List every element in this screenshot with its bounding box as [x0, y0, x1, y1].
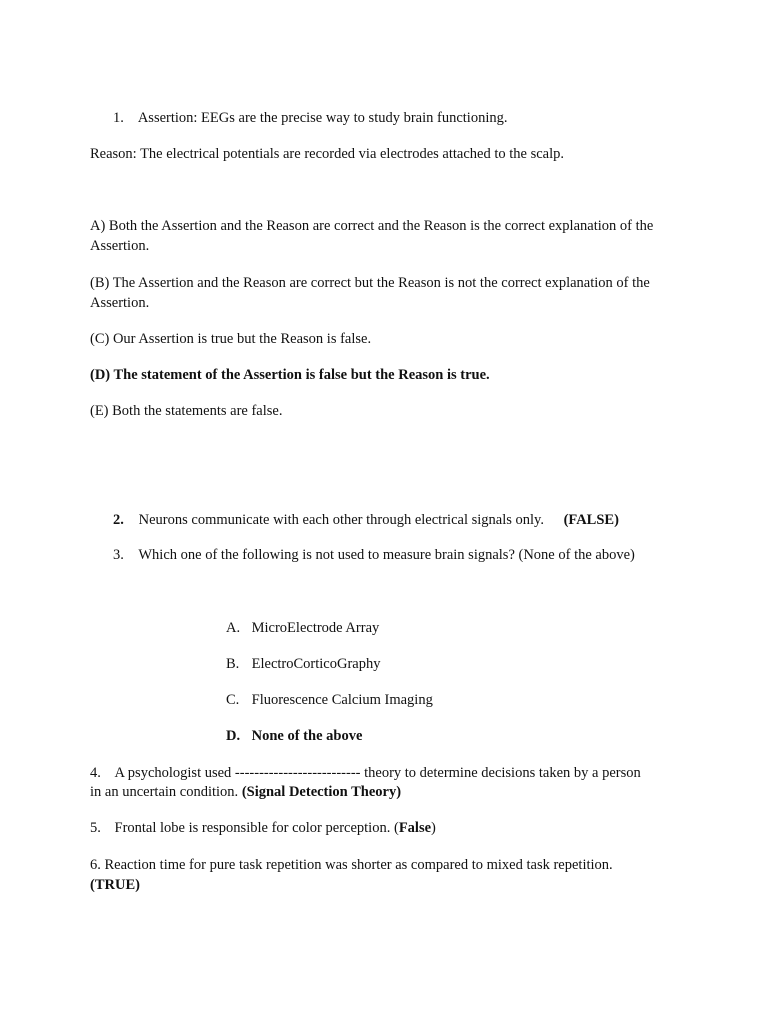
option-d-answer: (D) The statement of the Assertion is false but the Reason is true. — [90, 367, 490, 383]
answer-label: (FALSE) — [563, 512, 619, 528]
option-a: A) Both the Assertion and the Reason are correct and the Reason is the correct explanation of the Assertion. — [90, 218, 654, 254]
question-5 — [90, 818, 436, 838]
q3-option-c — [226, 690, 433, 710]
option-letter: B. — [226, 656, 240, 672]
answer-open: ( — [393, 820, 399, 836]
option-e: (E) Both the statements are false. — [90, 403, 283, 419]
q3-option-b — [226, 654, 380, 674]
q3-option-a — [226, 618, 379, 638]
option-text: None of the above — [251, 728, 363, 744]
answer-label: (Signal Detection Theory) — [241, 784, 402, 800]
answer-label: False — [398, 820, 432, 836]
question-number: 4. — [90, 765, 101, 781]
question-text: Which one of the following is not used to measure brain signals? (None of the above) — [138, 547, 635, 563]
question-number: 2. — [113, 512, 124, 528]
assertion-text: Assertion: EEGs are the precise way to study brain functioning. — [137, 110, 508, 126]
answer-close: ) — [431, 820, 436, 836]
question-number: 5. — [90, 820, 101, 836]
option-letter: D. — [226, 728, 241, 744]
question-4-cont — [90, 782, 401, 802]
option-text: ElectroCorticoGraphy — [251, 656, 381, 672]
option-letter: A. — [226, 620, 241, 636]
question-6: 6. Reaction time for pure task repetition was shorter as compared to mixed task repetition. — [90, 857, 613, 873]
question-text: Frontal lobe is responsible for color perception. — [114, 820, 391, 836]
question-text-cont: in an uncertain condition. — [90, 784, 239, 800]
option-text: Fluorescence Calcium Imaging — [251, 692, 433, 708]
question-2 — [113, 510, 619, 530]
option-b: (B) The Assertion and the Reason are correct but the Reason is not the correct explanation of the Assertion. — [90, 275, 650, 311]
reason-text: Reason: The electrical potentials are recorded via electrodes attached to the scalp. — [90, 146, 564, 162]
option-text: MicroElectrode Array — [251, 620, 380, 636]
question-number: 3. — [113, 547, 124, 563]
question-text: Neurons communicate with each other through electrical signals only. — [138, 512, 544, 528]
q3-option-d-answer — [226, 726, 362, 746]
question-1 — [113, 108, 508, 128]
question-text: A psychologist used -------------------------- theory to determine decisions taken by a person — [114, 765, 641, 781]
question-number: 1. — [113, 110, 124, 126]
option-letter: C. — [226, 692, 240, 708]
question-3 — [113, 545, 635, 565]
answer-label: (TRUE) — [90, 877, 140, 893]
option-c: (C) Our Assertion is true but the Reason is false. — [90, 331, 372, 347]
question-4 — [90, 763, 641, 783]
